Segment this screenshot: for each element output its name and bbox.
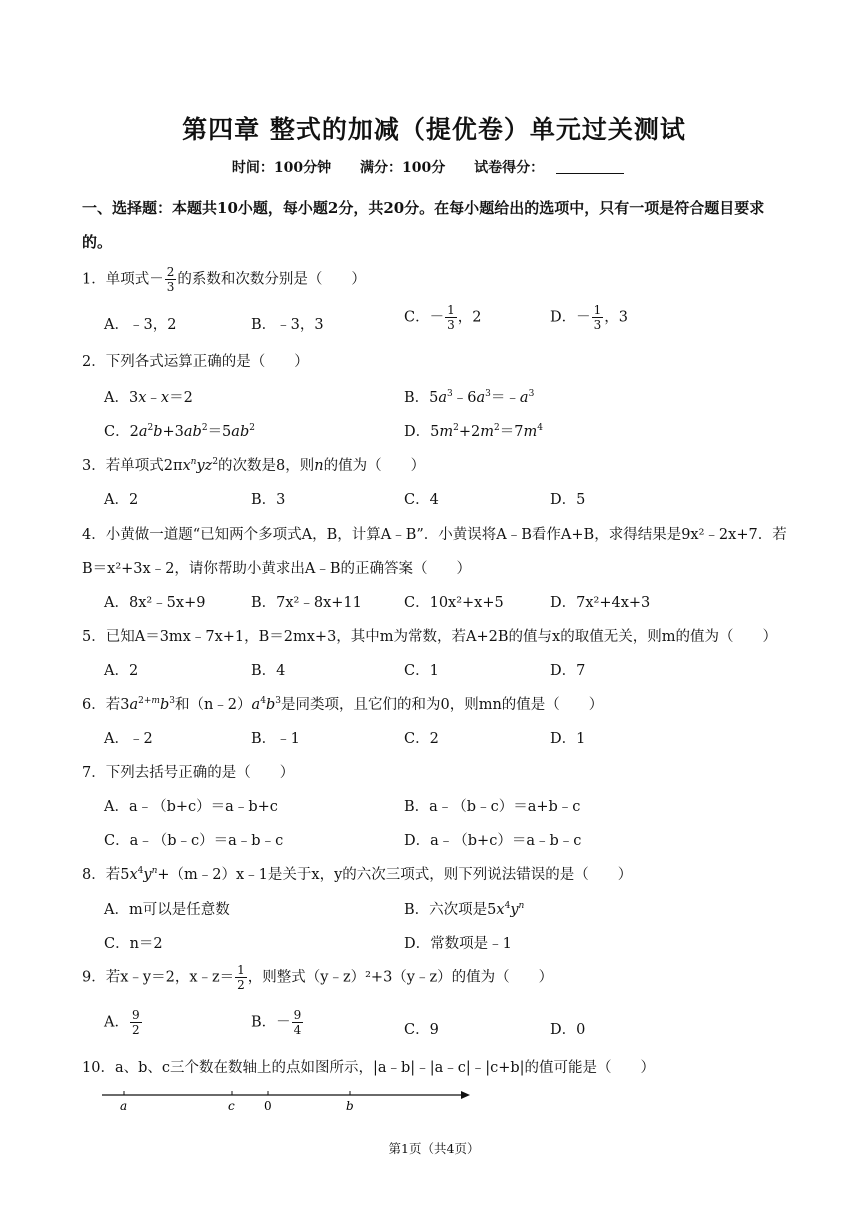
question-4-line2: B＝x²+3x﹣2，请你帮助小黄求出A﹣B的正确答案（ ） bbox=[82, 561, 472, 577]
q8-option-d: D．常数项是﹣1 bbox=[404, 936, 512, 952]
page-title: 第四章 整式的加减（提优卷）单元过关测试 bbox=[182, 115, 686, 144]
q4-option-a: A．8x²﹣5x+9 bbox=[104, 595, 206, 611]
q2-option-a: A．3x﹣x＝2 bbox=[104, 390, 193, 406]
q3-option-d: D．5 bbox=[550, 492, 586, 508]
q7-option-c: C．a﹣（b﹣c）＝a﹣b﹣c bbox=[104, 833, 284, 849]
q5-option-b: B．4 bbox=[251, 663, 286, 679]
q5-option-c: C．1 bbox=[404, 663, 439, 679]
arrow-head-icon bbox=[461, 1091, 470, 1099]
question-5-stem: 5．已知A＝3mx﹣7x+1，B＝2mx+3，其中m为常数，若A+2B的值与x的取值无关，则m的值为（ ） bbox=[82, 629, 777, 645]
label-c: c bbox=[228, 1099, 235, 1113]
q1-option-b: B．﹣3，3 bbox=[251, 317, 324, 333]
time-info: 时间：100分钟 bbox=[231, 160, 332, 176]
q4-option-b: B．7x²﹣8x+11 bbox=[251, 595, 362, 611]
q7-option-a: A．a﹣（b+c）＝a﹣b+c bbox=[104, 799, 278, 815]
question-10-stem: 10．a、b、c三个数在数轴上的点如图所示，|a﹣b|﹣|a﹣c|﹣|c+b|的值可能是（ ） bbox=[82, 1060, 656, 1076]
q3-option-b: B．3 bbox=[251, 492, 286, 508]
question-1-stem: 1．单项式－ $\frac{2}{3}$ 的系数和次数分别是（ ） bbox=[82, 265, 366, 294]
label-a: a bbox=[120, 1099, 128, 1113]
score-blank[interactable] bbox=[556, 159, 624, 174]
section-heading: 一、选择题：本题共10小题，每小题2分，共20分。在每小题给出的选项中，只有一项是符合题目要求的。 bbox=[82, 199, 765, 251]
q5-option-a: A．2 bbox=[104, 663, 139, 679]
question-2-stem: 2．下列各式运算正确的是（ ） bbox=[82, 354, 309, 370]
q4-option-c: C．10x²+x+5 bbox=[404, 595, 504, 611]
q3-option-c: C．4 bbox=[404, 492, 439, 508]
full-score-info: 满分：100分 bbox=[360, 160, 446, 176]
q7-option-d: D．a﹣（b+c）＝a﹣b﹣c bbox=[404, 833, 582, 849]
question-8-stem: 8．若$5x^4y^n+(m﹣2)x﹣1$是关于x，y的六次三项式，则下列说法错误的是（ ） bbox=[82, 866, 633, 883]
page-footer: 第1页（共4页） bbox=[388, 1141, 480, 1156]
q3-option-a: A．2 bbox=[104, 492, 139, 508]
q6-option-a: A．﹣2 bbox=[104, 731, 153, 747]
q6-option-d: D．1 bbox=[550, 731, 586, 747]
q9-option-a: A． $\frac{9}{2}$ bbox=[104, 1008, 140, 1037]
fraction: $\frac{2}{3}$ bbox=[166, 265, 175, 294]
q4-option-d: D．7x²+4x+3 bbox=[550, 595, 651, 611]
q6-option-b: B．﹣1 bbox=[251, 731, 300, 747]
q9-option-d: D．0 bbox=[550, 1022, 586, 1038]
q1-option-d: D．－ $\frac{1}{3}$ ，3 bbox=[550, 303, 629, 332]
label-b: b bbox=[346, 1099, 354, 1113]
question-7-stem: 7．下列去括号正确的是（ ） bbox=[82, 765, 295, 781]
q1-option-c: C．－ $\frac{1}{3}$ ，2 bbox=[404, 303, 482, 332]
label-0: 0 bbox=[264, 1099, 272, 1113]
q9-option-c: C．9 bbox=[404, 1022, 439, 1038]
q8-option-b: B．六次项是$5x^4y^n$ bbox=[404, 901, 525, 918]
q8-option-c: C．n＝2 bbox=[104, 936, 163, 952]
q8-option-a: A．m可以是任意数 bbox=[104, 902, 230, 918]
q1-option-a: A．﹣3，2 bbox=[104, 317, 177, 333]
question-3-stem: 3．若单项式$2\pi x^nyz^2$的次数是8，则n的值为（ ） bbox=[82, 457, 426, 474]
q2-option-c: C．$2a^2b+3ab^2=5ab^2$ bbox=[104, 423, 255, 440]
question-4-line1: 4．小黄做一道题“已知两个多项式A，B，计算A﹣B”．小黄误将A﹣B看作A+B，求得结果是9x²﹣2x+7．若 bbox=[82, 527, 787, 543]
question-9-stem: 9．若x﹣y＝2，x﹣z＝ $\frac{1}{2}$ ，则整式（y﹣z）²+3（y﹣z）的值为（ ） bbox=[82, 963, 554, 992]
q2-option-b: B．$5a^3﹣6a^3=﹣a^3$ bbox=[404, 389, 535, 406]
exam-meta bbox=[0, 157, 868, 177]
q9-option-b: B．－ $\frac{9}{4}$ bbox=[251, 1008, 302, 1037]
q5-option-d: D．7 bbox=[550, 663, 586, 679]
q7-option-b: B．a﹣（b﹣c）＝a+b﹣c bbox=[404, 799, 581, 815]
number-line bbox=[100, 1085, 480, 1115]
q6-option-c: C．2 bbox=[404, 731, 439, 747]
question-6-stem: 6．若$3a^{2+m}b^3$和$(n﹣2)a^4b^3$是同类项，且它们的和为0，则mn的值是（ ） bbox=[82, 696, 604, 713]
score-got-info: 试卷得分： bbox=[474, 160, 636, 176]
q2-option-d: D．$5m^2+2m^2=7m^4$ bbox=[404, 423, 543, 440]
